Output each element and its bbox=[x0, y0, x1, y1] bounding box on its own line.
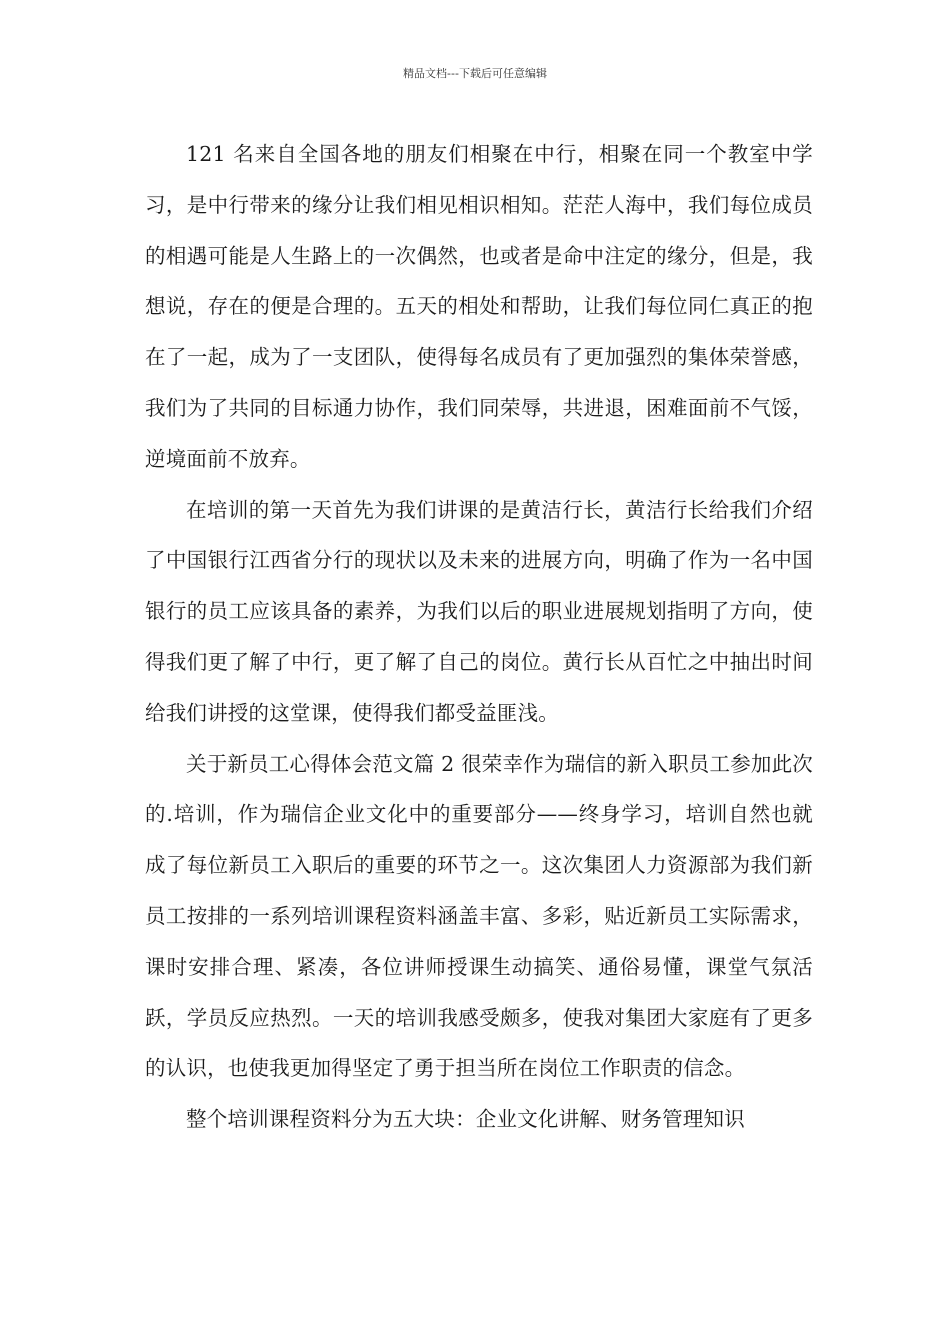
document-body bbox=[145, 129, 813, 1145]
paragraph-3: 关于新员工心得体会范文篇 2 很荣幸作为瑞信的新入职员工参加此次的.培训，作为瑞信企业文化中的重要部分——终身学习，培训自然也就成了每位新员工入职后的重要的环节之一。这次集团人力资源部为我们新员工按排的一系列培训课程资料涵盖丰富、多彩，贴近新员工实际需求，课时安排合理、紧凑，各位讲师授课生动搞笑、通俗易懂，课堂气氛活跃，学员反应热烈。一天的培训我感受颇多，使我对集团大家庭有了更多的认识，也使我更加得坚定了勇于担当所在岗位工作职责的信念。 bbox=[145, 751, 813, 1081]
paragraph-2: 在培训的第一天首先为我们讲课的是黄洁行长，黄洁行长给我们介绍了中国银行江西省分行的现状以及未来的进展方向，明确了作为一名中国银行的员工应该具备的素养，为我们以后的职业进展规划指明了方向，使得我们更了解了中行，更了解了自己的岗位。黄行长从百忙之中抽出时间给我们讲授的这堂课，使得我们都受益匪浅。 bbox=[145, 497, 813, 725]
page-header: 精品文档---下载后可任意编辑 bbox=[403, 67, 547, 80]
paragraph-1: 121 名来自全国各地的朋友们相聚在中行，相聚在同一个教室中学习，是中行带来的缘分让我们相见相识相知。茫茫人海中，我们每位成员的相遇可能是人生路上的一次偶然，也或者是命中注定的缘分，但是，我想说，存在的便是合理的。五天的相处和帮助，让我们每位同仁真正的抱在了一起，成为了一支团队，使得每名成员有了更加强烈的集体荣誉感，我们为了共同的目标通力协作，我们同荣辱，共进退，困难面前不气馁，逆境面前不放弃。 bbox=[145, 142, 813, 471]
paragraph-4: 整个培训课程资料分为五大块：企业文化讲解、财务管理知识 bbox=[186, 1107, 745, 1132]
